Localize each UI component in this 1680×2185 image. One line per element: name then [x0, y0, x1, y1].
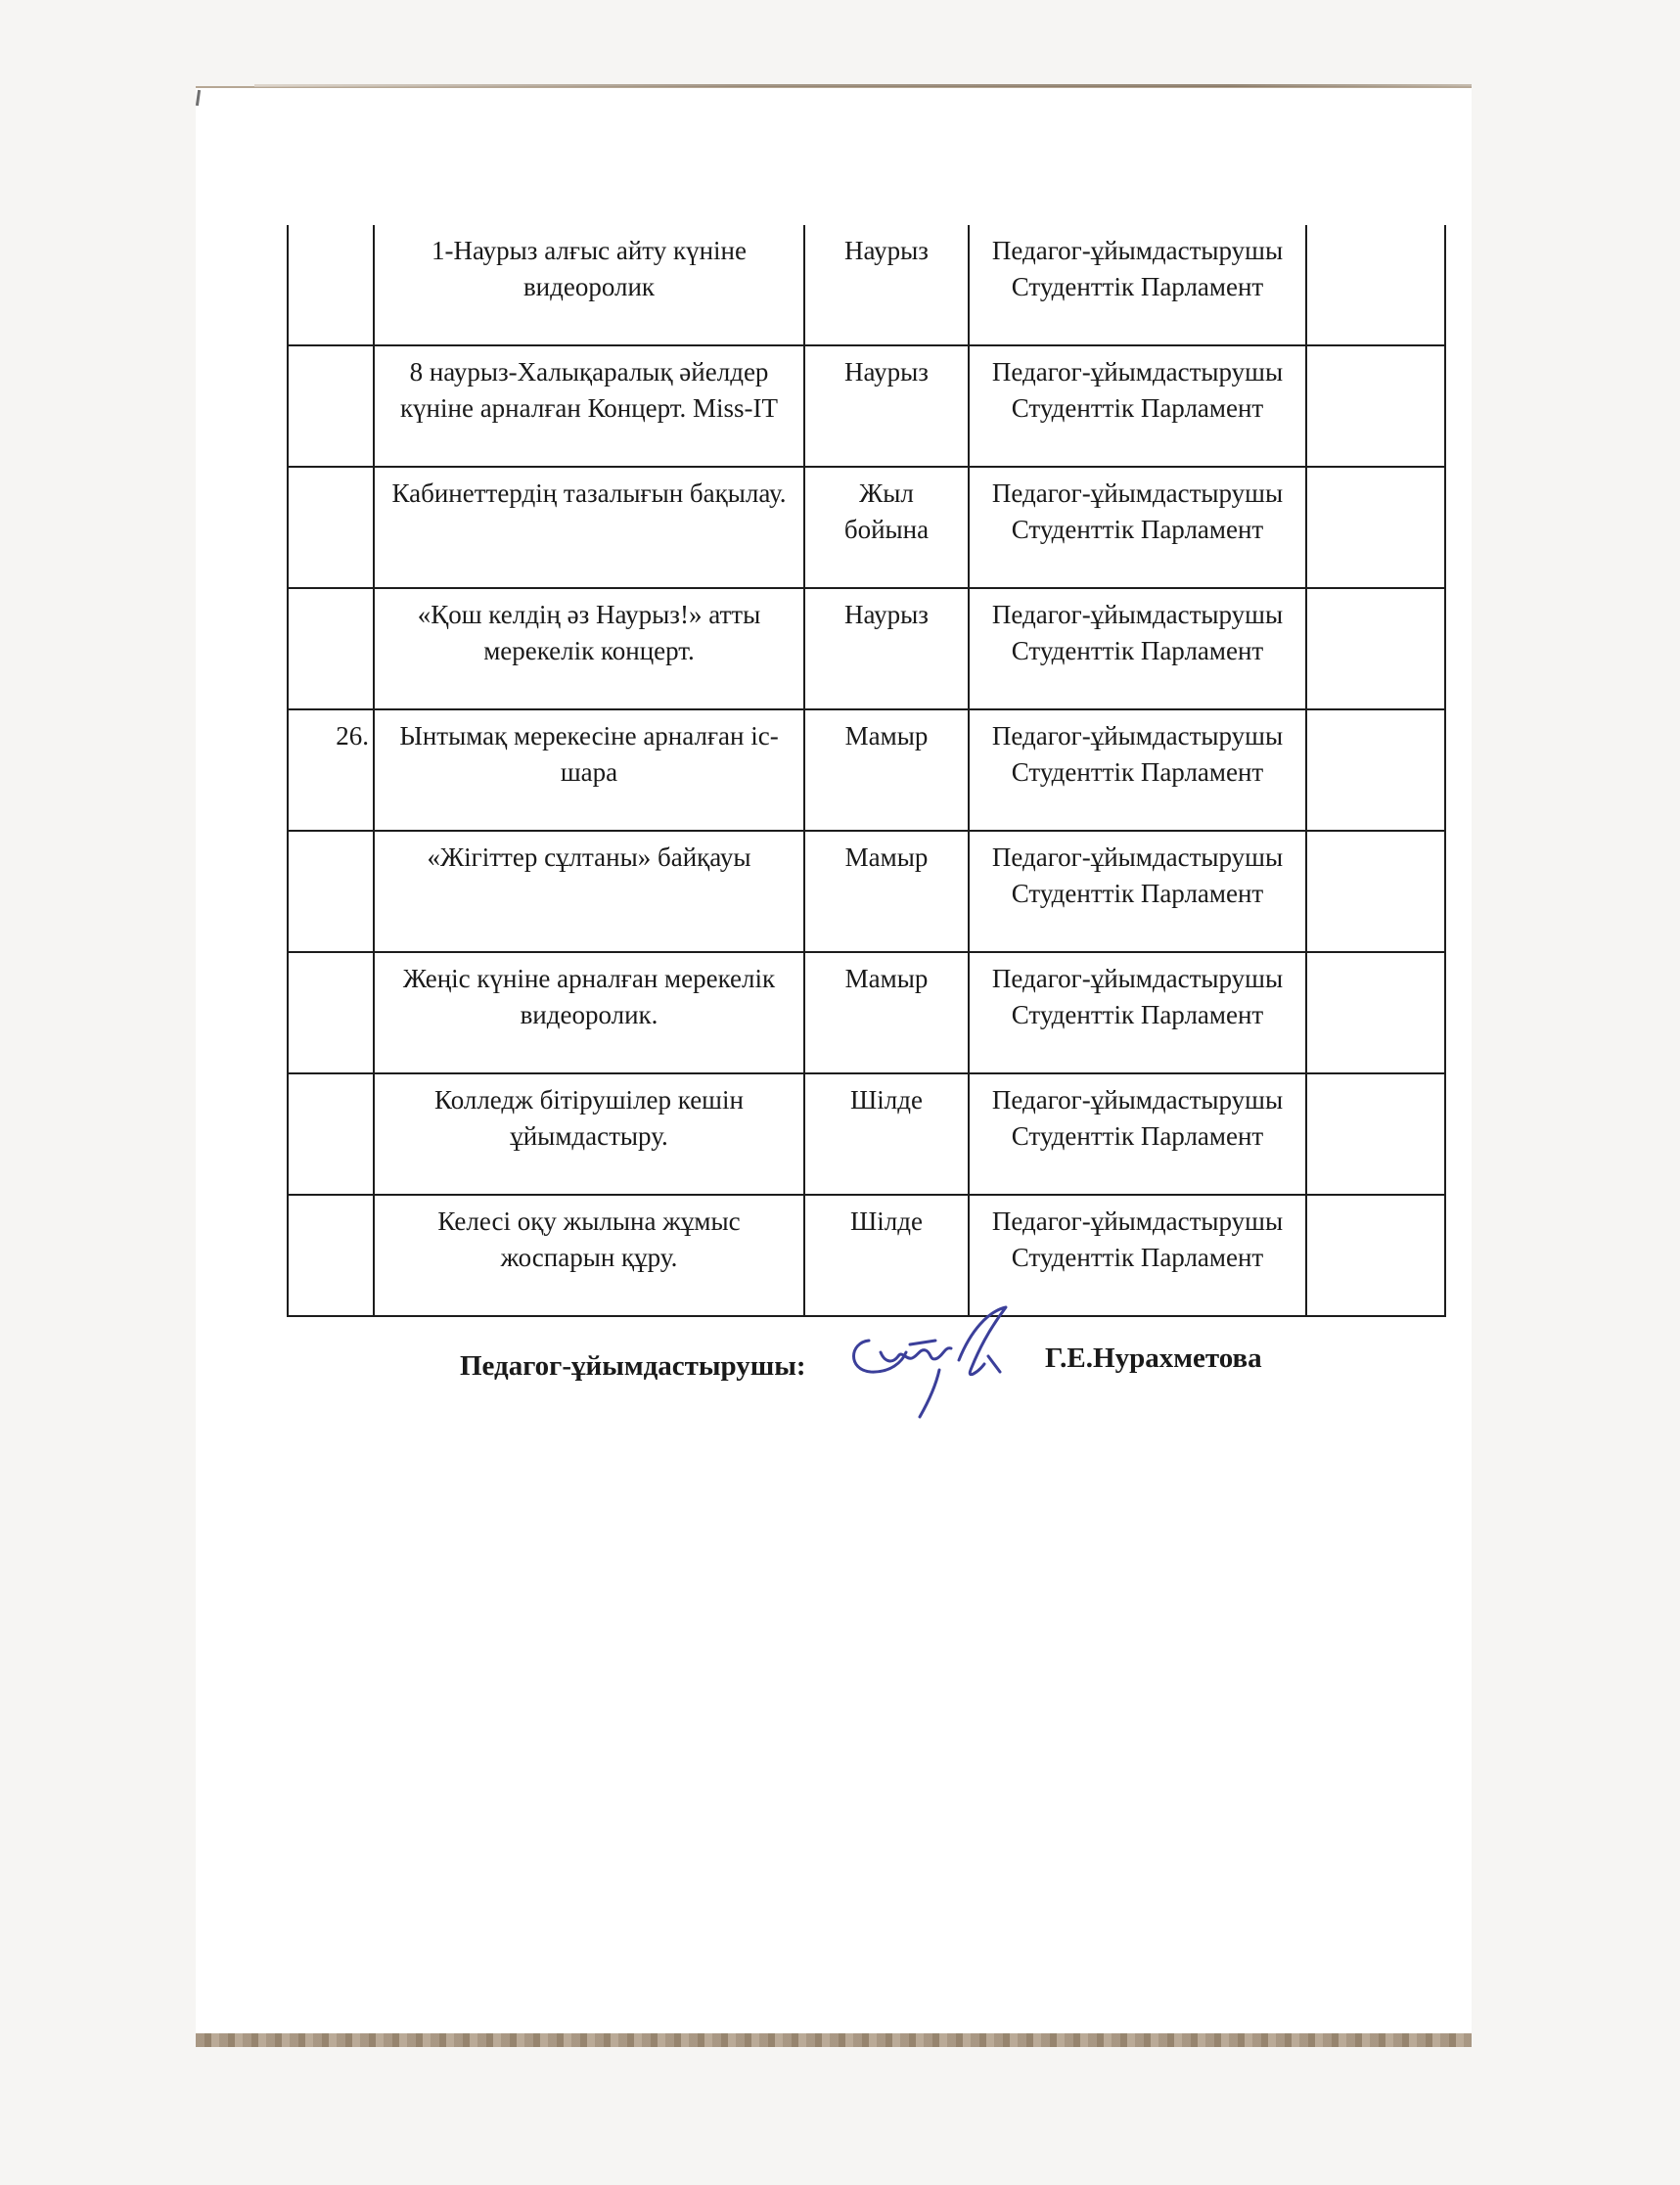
responsible-cell: [969, 831, 1306, 952]
date-cell: Жыл бойына: [804, 467, 969, 588]
event-cell: Кабинеттердің тазалығын бақылау.: [374, 467, 804, 588]
responsible-role: Педагог-ұйымдастырушы: [991, 1206, 1284, 1236]
responsible-cell: [969, 1073, 1306, 1195]
responsible-body: Студенттік Парламент: [1011, 393, 1264, 423]
note-cell: [1306, 588, 1445, 709]
responsible-role: Педагог-ұйымдастырушы: [991, 236, 1284, 265]
row-number-cell: [288, 467, 374, 588]
note-cell: [1306, 345, 1445, 467]
responsible-body: Студенттік Парламент: [1011, 515, 1264, 544]
date-cell: Шілде: [804, 1073, 969, 1195]
table-row: [288, 709, 1445, 831]
responsible-role: Педагог-ұйымдастырушы: [991, 357, 1284, 387]
note-cell: [1306, 831, 1445, 952]
plan-table: [287, 225, 1446, 1317]
responsible-body: Студенттік Парламент: [1011, 1243, 1264, 1272]
responsible-cell: [969, 1195, 1306, 1316]
date-cell: Мамыр: [804, 952, 969, 1073]
note-cell: [1306, 1073, 1445, 1195]
responsible-cell: [969, 225, 1306, 345]
note-cell: [1306, 709, 1445, 831]
plan-table-body: [288, 225, 1445, 1316]
table-row: [288, 588, 1445, 709]
row-number-cell: [288, 831, 374, 952]
date-cell: Шілде: [804, 1195, 969, 1316]
responsible-cell: [969, 467, 1306, 588]
signature-label: Педагог-ұйымдастырушы:: [460, 1350, 806, 1382]
note-cell: [1306, 1195, 1445, 1316]
responsible-role: Педагог-ұйымдастырушы: [991, 1085, 1284, 1115]
event-cell: Колледж бітірушілер кешін ұйымдастыру.: [374, 1073, 804, 1195]
responsible-body: Студенттік Парламент: [1011, 272, 1264, 301]
event-cell: Келесі оқу жылына жұмыс жоспарын құру.: [374, 1195, 804, 1316]
event-cell: 8 наурыз-Халықаралық әйелдер күніне арналған Концерт. Miss-IT: [374, 345, 804, 467]
date-cell: Мамыр: [804, 831, 969, 952]
table-row: [288, 225, 1445, 345]
note-cell: [1306, 225, 1445, 345]
responsible-body: Студенттік Парламент: [1011, 1000, 1264, 1029]
event-cell: «Қош келдің әз Наурыз!» атты мерекелік концерт.: [374, 588, 804, 709]
table-row: [288, 1195, 1445, 1316]
responsible-cell: [969, 345, 1306, 467]
event-cell: 1-Наурыз алғыс айту күніне видеоролик: [374, 225, 804, 345]
date-cell: Мамыр: [804, 709, 969, 831]
event-cell: Жеңіс күніне арналған мерекелік видеоролик.: [374, 952, 804, 1073]
row-number-cell: [288, 1195, 374, 1316]
date-cell: Наурыз: [804, 345, 969, 467]
responsible-body: Студенттік Парламент: [1011, 879, 1264, 908]
row-number-cell: 26.: [288, 709, 374, 831]
row-number-cell: [288, 588, 374, 709]
handwritten-signature-icon: [841, 1301, 1027, 1419]
event-cell: Ынтымақ мерекесіне арналған іс-шара: [374, 709, 804, 831]
row-number-cell: [288, 952, 374, 1073]
note-cell: [1306, 467, 1445, 588]
note-cell: [1306, 952, 1445, 1073]
responsible-body: Студенттік Парламент: [1011, 757, 1264, 787]
event-cell: «Жігіттер сұлтаны» байқауы: [374, 831, 804, 952]
table-row: [288, 952, 1445, 1073]
responsible-cell: [969, 588, 1306, 709]
row-number-cell: [288, 225, 374, 345]
responsible-body: Студенттік Парламент: [1011, 636, 1264, 665]
row-number-cell: [288, 345, 374, 467]
row-number-cell: [288, 1073, 374, 1195]
table-row: [288, 467, 1445, 588]
table-row: [288, 1073, 1445, 1195]
scan-edge-bottom: [196, 2033, 1472, 2047]
signature-row: [460, 1341, 1340, 1419]
signature-name: Г.Е.Нурахметова: [1045, 1343, 1262, 1374]
table-row: [288, 831, 1445, 952]
table-row: [288, 345, 1445, 467]
responsible-role: Педагог-ұйымдастырушы: [991, 964, 1284, 993]
responsible-cell: [969, 952, 1306, 1073]
responsible-role: Педагог-ұйымдастырушы: [991, 600, 1284, 629]
date-cell: Наурыз: [804, 225, 969, 345]
responsible-cell: [969, 709, 1306, 831]
responsible-body: Студенттік Парламент: [1011, 1121, 1264, 1151]
responsible-role: Педагог-ұйымдастырушы: [991, 478, 1284, 508]
responsible-role: Педагог-ұйымдастырушы: [991, 842, 1284, 872]
scan-edge-top: [254, 84, 1472, 87]
responsible-role: Педагог-ұйымдастырушы: [991, 721, 1284, 751]
date-cell: Наурыз: [804, 588, 969, 709]
